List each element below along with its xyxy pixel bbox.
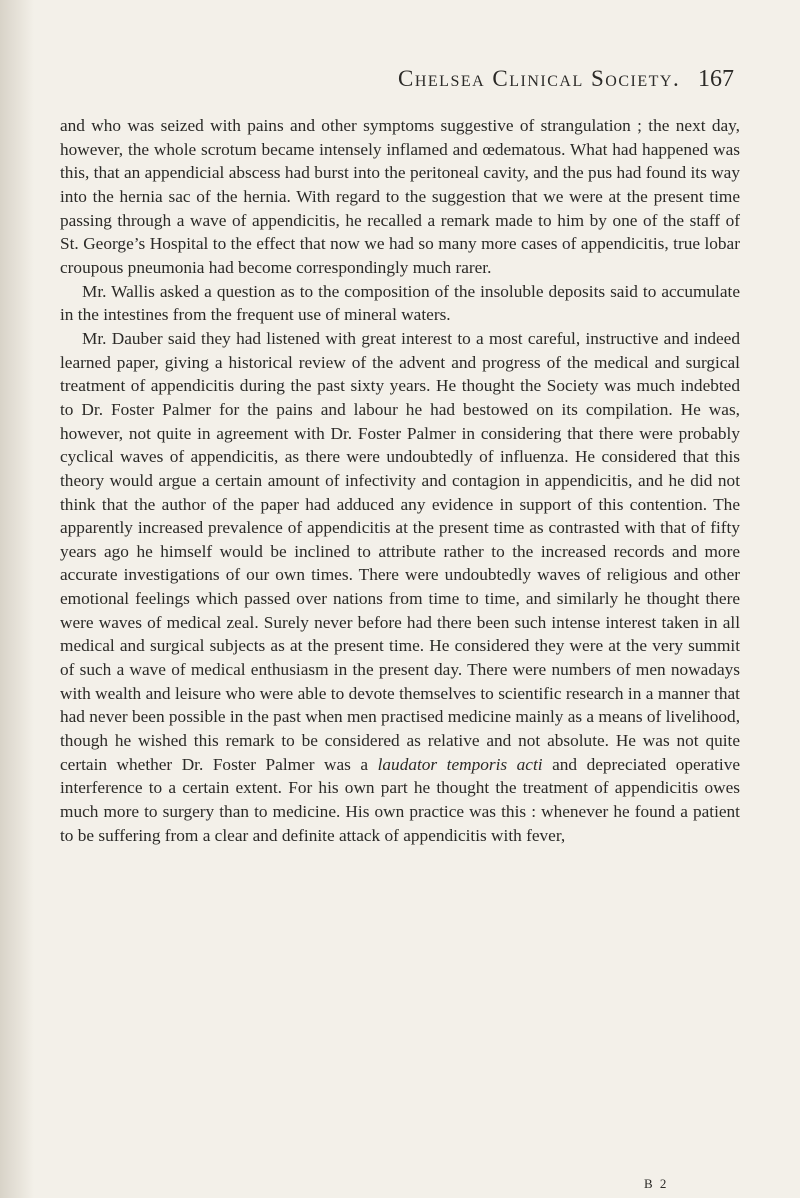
running-head: Chelsea Clinical Society. — [398, 66, 681, 91]
page-header — [60, 66, 740, 96]
paragraph-dauber-text-a: Mr. Dauber said they had listened with great interest to a most careful, instructive and indeed learned paper, giving a historical review of the advent and progress of the medical and surgical treatment of appendicitis during the past sixty years. He thought the Society was much indebted to Dr. Foster Palmer for the pains and labour he had bestowed on its compilation. He was, however, not quite in agreement with Dr. Foster Palmer in considering that there were probably cyclical waves of appendicitis, as there were undoubtedly of influenza. He considered that this theory would argue a certain amount of infectivity and contagion in appendicitis, and he did not think that the author of the paper had adduced any evidence in support of this contention. The apparently increased prevalence of appendicitis at the present time as contrasted with that of fifty years ago he himself would be inclined to attribute rather to the increased records and more accurate investigations of our own times. There were undoubtedly waves of religious and other emotional feelings which passed over nations from time to time, and similarly he thought there were waves of medical zeal. Surely never before had there been such intense interest taken in all medical and surgical subjects as at the present time. He considered they were at the very summit of such a wave of medical enthusiasm in the present day. There were numbers of men nowadays with wealth and leisure who were able to devote themselves to scientific research in a manner that had never been possible in the past when men practised medicine mainly as a means of livelihood, though he wished this remark to be considered as relative and not absolute. He was not quite certain whether Dr. Foster Palmer was a — [60, 328, 741, 774]
binding-gutter — [0, 0, 34, 1198]
body-text — [60, 114, 740, 847]
latin-phrase: laudator temporis acti — [377, 754, 543, 774]
paragraph-dauber — [60, 327, 740, 847]
signature-mark: B 2 — [644, 1176, 669, 1191]
paragraph-continuation: and who was seized with pains and other symptoms suggestive of strangulation ; the next day, however, the whole scrotum became intensely inflamed and œdematous. What had happened was this, that an appendicial abscess had burst into the peritoneal cavity, and the pus had found its way into the hernia sac of the hernia. With regard to the suggestion that we were at the present time passing through a wave of appendicitis, he recalled a remark made to him by one of the staff of St. George’s Hospital to the effect that now we had so many more cases of appendicitis, true lobar croupous pneumonia had become correspondingly much rarer. — [60, 116, 740, 277]
page-number: 167 — [698, 66, 734, 92]
paragraph-dauber-text-b: and depreciated operative interference to a certain extent. For his own part he thought the treatment of appendicitis owes much more to surgery than to medicine. His own practice was this : whenever he found a patient to be suffering from a clear and definite attack of appendicitis with fever, — [60, 754, 741, 845]
paragraph-wallis: Mr. Wallis asked a question as to the composition of the insoluble deposits said to accumulate in the intestines from the frequent use of mineral waters. — [60, 281, 740, 325]
